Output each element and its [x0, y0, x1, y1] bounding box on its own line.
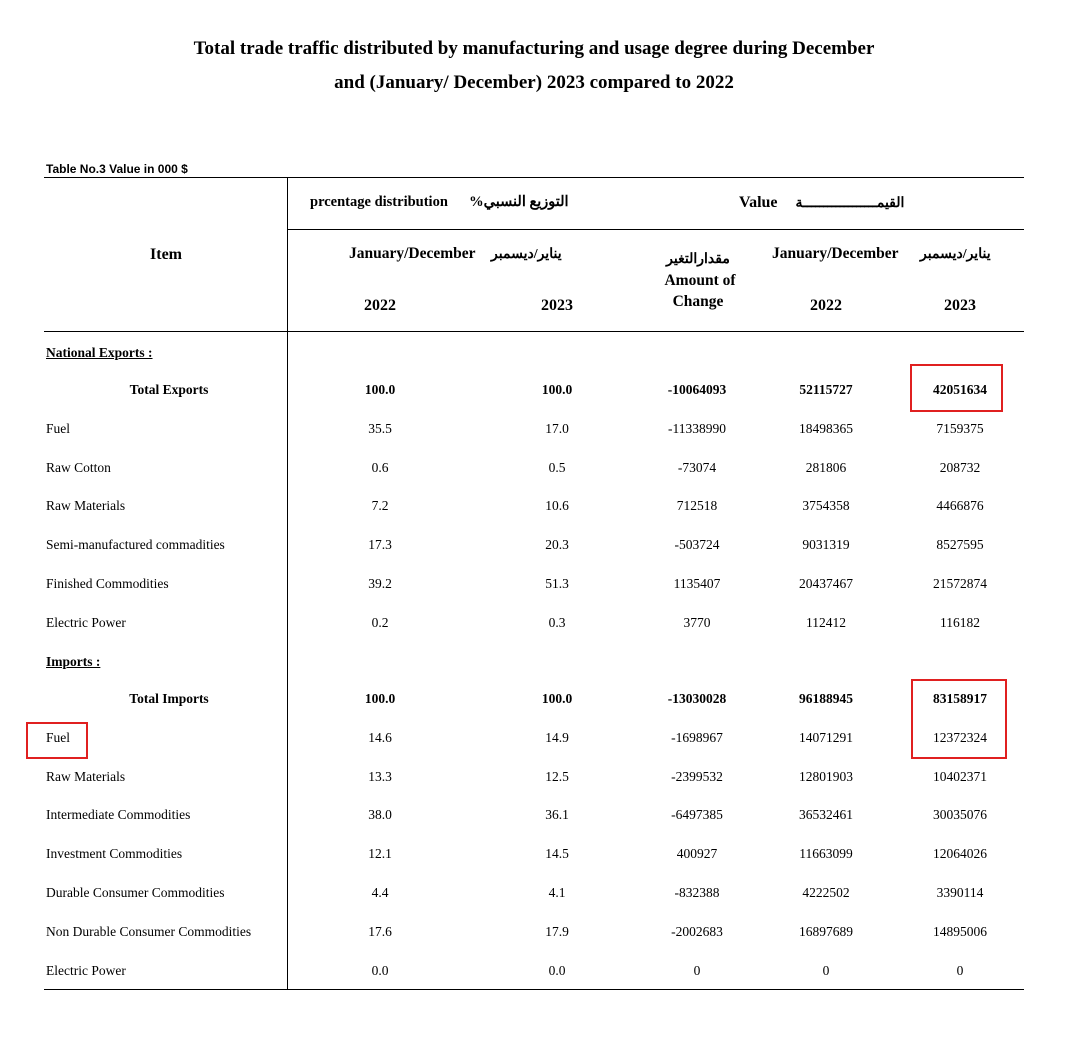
imports-cell-change: 400927	[676, 846, 718, 862]
exports-cell-change: -11338990	[668, 420, 726, 436]
exports-cell-p2023: 100.0	[541, 382, 573, 397]
exports-item-label: Semi-manufactured commadities	[46, 537, 225, 553]
value-group-header-en: Value	[739, 194, 778, 211]
imports-item-label: Electric Power	[46, 962, 126, 978]
imports-item-label: Investment Commodities	[46, 846, 183, 862]
imports-cell-p2022: 4.4	[371, 885, 389, 900]
imports-cell-p2023: 36.1	[545, 807, 569, 823]
exports-cell-change: 712518	[676, 498, 718, 514]
imports-cell-change: -832388	[674, 885, 720, 900]
imports-cell-v2022: 12801903	[799, 768, 853, 784]
imports-item-label: Intermediate Commodities	[46, 807, 191, 823]
val-period-header-ar: يناير/ديسمبر	[920, 247, 991, 262]
exports-cell-p2023: 51.3	[545, 576, 569, 591]
section-national-exports: National Exports :	[46, 345, 153, 360]
imports-cell-change: -13030028	[667, 691, 727, 706]
exports-cell-p2022: 100.0	[364, 382, 396, 397]
exports-cell-v2023: 42051634	[933, 382, 987, 397]
table-bottom-rule	[44, 989, 1024, 990]
imports-cell-p2023: 14.9	[545, 729, 569, 745]
exports-cell-change: -73074	[677, 459, 717, 475]
page-title-line-1: Total trade traffic distributed by manufacturing and usage degree during December	[193, 38, 875, 59]
pct-period-header-ar: يناير/ديسمبر	[491, 247, 562, 262]
val-period-header	[772, 245, 991, 263]
exports-cell-p2023: 20.3	[545, 537, 569, 553]
imports-cell-p2022: 12.1	[368, 846, 392, 862]
imports-cell-p2022: 14.6	[368, 729, 392, 745]
highlight-box-imports-2023	[911, 679, 1007, 759]
exports-cell-v2022: 3754358	[802, 498, 850, 514]
imports-cell-v2023: 30035076	[933, 807, 987, 823]
change-header-ar: مقدارالتغير	[666, 252, 730, 267]
exports-cell-v2022: 52115727	[799, 382, 853, 397]
exports-cell-v2022: 18498365	[799, 420, 853, 436]
imports-cell-change: -2399532	[671, 768, 723, 784]
imports-item-label: Total Imports	[129, 691, 209, 706]
exports-cell-p2022: 0.2	[371, 614, 389, 630]
imports-item-label: Raw Materials	[46, 768, 126, 784]
imports-cell-change: 0	[693, 962, 701, 978]
exports-item-label: Raw Cotton	[46, 459, 111, 475]
imports-cell-v2023: 10402371	[933, 768, 987, 784]
imports-cell-p2022: 17.6	[368, 923, 392, 939]
percentage-group-header-en: prcentage distribution	[310, 194, 448, 210]
imports-cell-v2022: 14071291	[799, 729, 853, 745]
imports-cell-v2023: 0	[956, 962, 964, 978]
imports-cell-change: -6497385	[671, 807, 723, 823]
imports-cell-v2022: 0	[822, 962, 830, 978]
exports-item-label: Raw Materials	[46, 498, 126, 514]
exports-cell-p2023: 10.6	[545, 498, 569, 514]
header-bottom-rule	[44, 331, 1024, 332]
imports-cell-v2022: 96188945	[799, 691, 853, 706]
year-pct-2022: 2022	[364, 297, 396, 314]
pct-period-header-en: January/December	[349, 245, 476, 262]
imports-cell-v2023: 12372324	[933, 729, 987, 745]
imports-cell-p2022: 100.0	[364, 691, 396, 706]
imports-cell-p2023: 17.9	[545, 923, 569, 939]
exports-cell-p2022: 7.2	[371, 498, 389, 514]
change-header-en-1: Amount of	[664, 272, 736, 289]
exports-cell-p2023: 0.5	[548, 459, 566, 475]
imports-cell-v2022: 11663099	[799, 846, 853, 862]
section-imports: Imports :	[46, 654, 101, 669]
imports-cell-p2023: 4.1	[548, 885, 566, 900]
exports-item-label: Fuel	[46, 420, 71, 436]
imports-cell-v2023: 12064026	[933, 846, 987, 862]
value-group-header	[739, 194, 904, 212]
exports-cell-v2023: 8527595	[936, 537, 984, 553]
exports-cell-v2023: 116182	[940, 614, 980, 630]
exports-cell-change: -10064093	[667, 382, 727, 397]
exports-cell-v2022: 112412	[806, 614, 846, 630]
exports-cell-p2022: 17.3	[368, 537, 392, 553]
exports-cell-v2022: 9031319	[802, 537, 850, 553]
imports-cell-p2022: 0.0	[371, 962, 389, 978]
header-group-rule	[288, 229, 1024, 230]
exports-cell-p2023: 17.0	[545, 420, 569, 436]
exports-cell-p2022: 39.2	[368, 576, 392, 591]
exports-cell-change: -503724	[674, 537, 720, 553]
percentage-group-header-ar: التوزيع النسبي%	[469, 194, 569, 210]
imports-cell-p2023: 0.0	[548, 962, 566, 978]
val-period-header-en: January/December	[772, 245, 899, 262]
table-number-label: Table No.3 Value in 000 $	[46, 162, 188, 176]
item-header: Item	[150, 246, 182, 263]
page-title-line-2: and (January/ December) 2023 compared to 2022	[334, 72, 734, 93]
imports-cell-v2023: 3390114	[936, 885, 984, 900]
imports-cell-p2023: 14.5	[545, 846, 569, 862]
exports-cell-v2022: 281806	[805, 459, 847, 475]
exports-cell-v2022: 20437467	[799, 576, 853, 591]
imports-cell-change: -2002683	[671, 923, 723, 939]
exports-cell-p2022: 35.5	[368, 420, 392, 436]
imports-item-label: Fuel	[46, 729, 71, 745]
change-header-en-2: Change	[672, 293, 724, 310]
year-val-2023: 2023	[944, 297, 976, 314]
exports-item-label: Total Exports	[129, 382, 209, 397]
imports-cell-p2023: 12.5	[545, 768, 569, 784]
imports-cell-p2023: 100.0	[541, 691, 573, 706]
imports-cell-change: -1698967	[671, 729, 723, 745]
highlight-box-total-exports-2023	[910, 364, 1003, 412]
item-column-divider	[287, 177, 288, 990]
exports-cell-v2023: 208732	[939, 459, 981, 475]
exports-cell-p2023: 0.3	[548, 614, 566, 630]
exports-cell-v2023: 7159375	[936, 420, 984, 436]
year-val-2022: 2022	[810, 297, 842, 314]
table-top-rule	[44, 177, 1024, 178]
imports-cell-p2022: 13.3	[368, 768, 392, 784]
exports-cell-change: 1135407	[673, 576, 721, 591]
value-group-header-ar: القيمــــــــــــــــــة	[795, 196, 905, 211]
exports-cell-v2023: 4466876	[936, 498, 984, 514]
exports-item-label: Finished Commodities	[46, 576, 169, 591]
imports-cell-v2022: 36532461	[799, 807, 853, 823]
exports-item-label: Electric Power	[46, 614, 126, 630]
imports-item-label: Durable Consumer Commodities	[46, 885, 225, 900]
exports-cell-change: 3770	[683, 614, 711, 630]
highlight-box-imports-fuel	[26, 722, 88, 759]
year-pct-2023: 2023	[541, 297, 573, 314]
imports-cell-v2023: 83158917	[933, 691, 987, 706]
imports-cell-v2022: 4222502	[802, 885, 850, 900]
exports-cell-v2023: 21572874	[933, 576, 987, 591]
imports-cell-v2022: 16897689	[799, 923, 853, 939]
exports-cell-p2022: 0.6	[371, 459, 389, 475]
imports-cell-p2022: 38.0	[368, 807, 392, 823]
imports-item-label: Non Durable Consumer Commodities	[46, 923, 252, 939]
pct-period-header	[349, 245, 562, 263]
imports-cell-v2023: 14895006	[933, 923, 987, 939]
percentage-group-header	[310, 194, 569, 211]
